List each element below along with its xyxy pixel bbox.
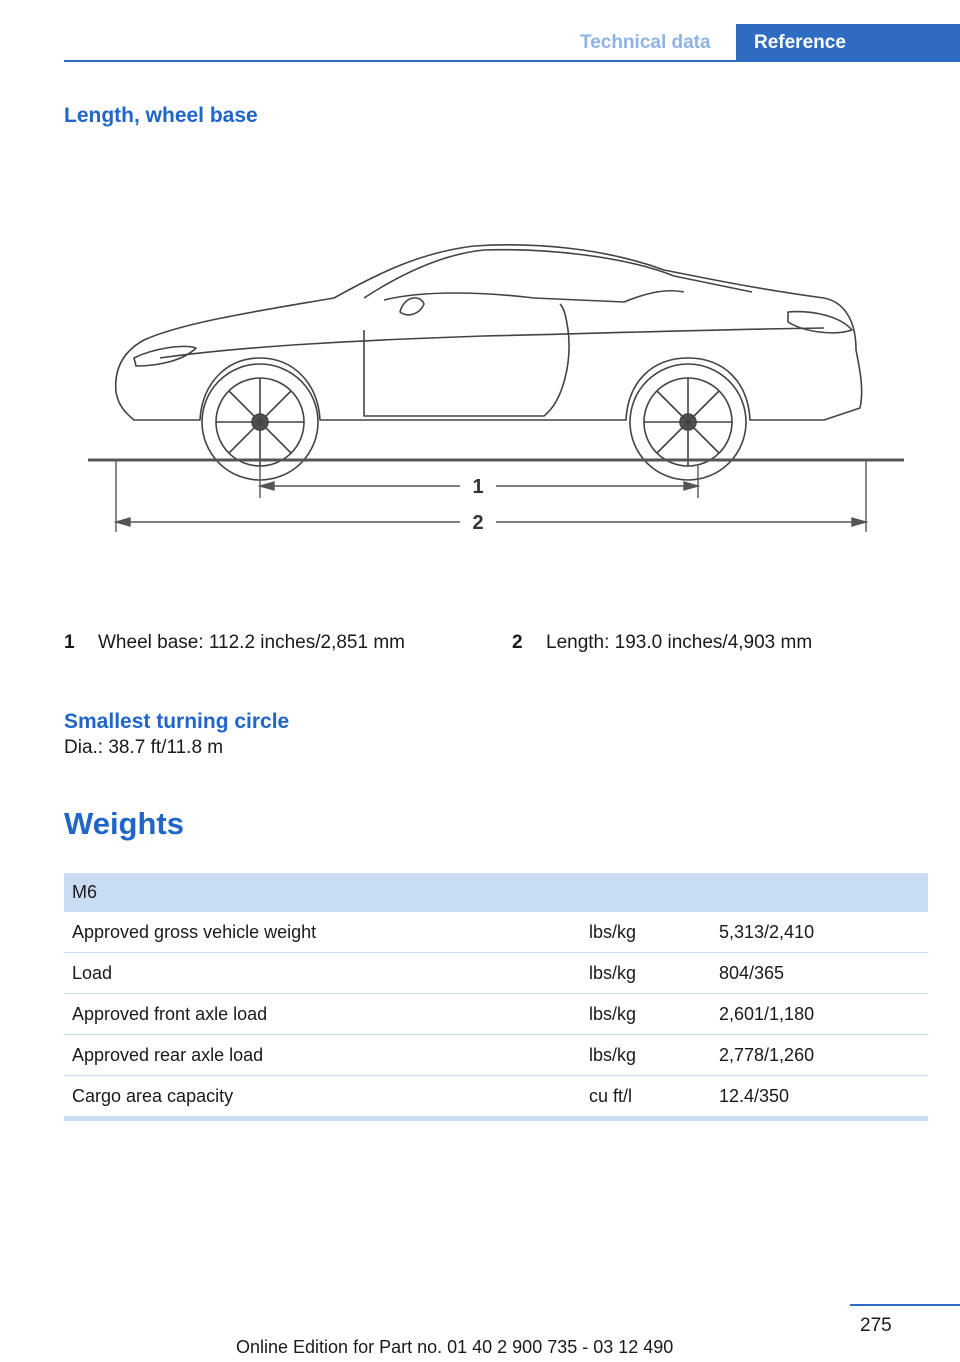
- front-wheel: [202, 364, 318, 480]
- row-value: 5,313/2,410: [719, 922, 815, 942]
- row-value: 2,778/1,260: [719, 1045, 815, 1065]
- table-bottom-rule: [64, 1116, 928, 1121]
- footer-rule: [850, 1304, 960, 1306]
- car-side-crease: [160, 328, 824, 358]
- rear-wheel: [630, 364, 746, 480]
- weights-title: Weights: [64, 806, 184, 841]
- legend-item-1: [64, 632, 405, 654]
- legend-text: Wheel base: 112.2 inches/2,851 mm: [98, 632, 405, 653]
- row-unit: cu ft/l: [589, 1086, 633, 1106]
- table-row: [64, 994, 928, 1035]
- row-label: Approved rear axle load: [72, 1045, 264, 1065]
- car-dimension-figure: [64, 180, 928, 560]
- tab-reference-label: Reference: [754, 32, 846, 53]
- section-title-length: Length, wheel base: [64, 104, 258, 127]
- car-taillight: [788, 312, 852, 333]
- turning-circle-value: Dia.: 38.7 ft/11.8 m: [64, 737, 224, 758]
- row-unit: lbs/kg: [589, 922, 637, 942]
- table-row: [64, 1076, 928, 1116]
- tab-reference[interactable]: [736, 24, 960, 62]
- legend-text: Length: 193.0 inches/4,903 mm: [546, 632, 813, 653]
- table-row: [64, 953, 928, 994]
- turning-circle-title: Smallest turning circle: [64, 710, 290, 733]
- row-unit: lbs/kg: [589, 963, 637, 983]
- weights-table: [64, 873, 928, 1121]
- car-window-line: [384, 291, 684, 302]
- dimension-label-1: 1: [472, 476, 484, 498]
- row-unit: lbs/kg: [589, 1045, 637, 1065]
- tab-technical-data[interactable]: Technical data: [580, 32, 711, 53]
- page-header: [0, 0, 960, 62]
- dimension-label-2: 2: [472, 512, 484, 534]
- car-mirror: [400, 298, 424, 315]
- row-label: Approved gross vehicle weight: [72, 922, 317, 942]
- row-label: Approved front axle load: [72, 1004, 268, 1024]
- legend-number: 1: [64, 632, 75, 653]
- row-unit: lbs/kg: [589, 1004, 637, 1024]
- car-body-outline: [116, 245, 862, 420]
- table-header-model: M6: [64, 873, 928, 912]
- row-value: 804/365: [719, 963, 785, 983]
- page-number: 275: [860, 1315, 892, 1336]
- row-value: 2,601/1,180: [719, 1004, 815, 1024]
- row-label: Load: [72, 963, 113, 983]
- row-label: Cargo area capacity: [72, 1086, 234, 1106]
- table-row: [64, 912, 928, 953]
- legend-number: 2: [512, 632, 523, 653]
- table-row: [64, 1035, 928, 1076]
- footer-edition: Online Edition for Part no. 01 40 2 900 735 - 03 12 490: [236, 1337, 674, 1357]
- car-headlight: [134, 346, 196, 366]
- header-rule: [64, 60, 960, 62]
- car-door: [364, 304, 569, 416]
- dimension-length: [116, 518, 866, 526]
- legend-item-2: [512, 632, 812, 654]
- row-value: 12.4/350: [719, 1086, 790, 1106]
